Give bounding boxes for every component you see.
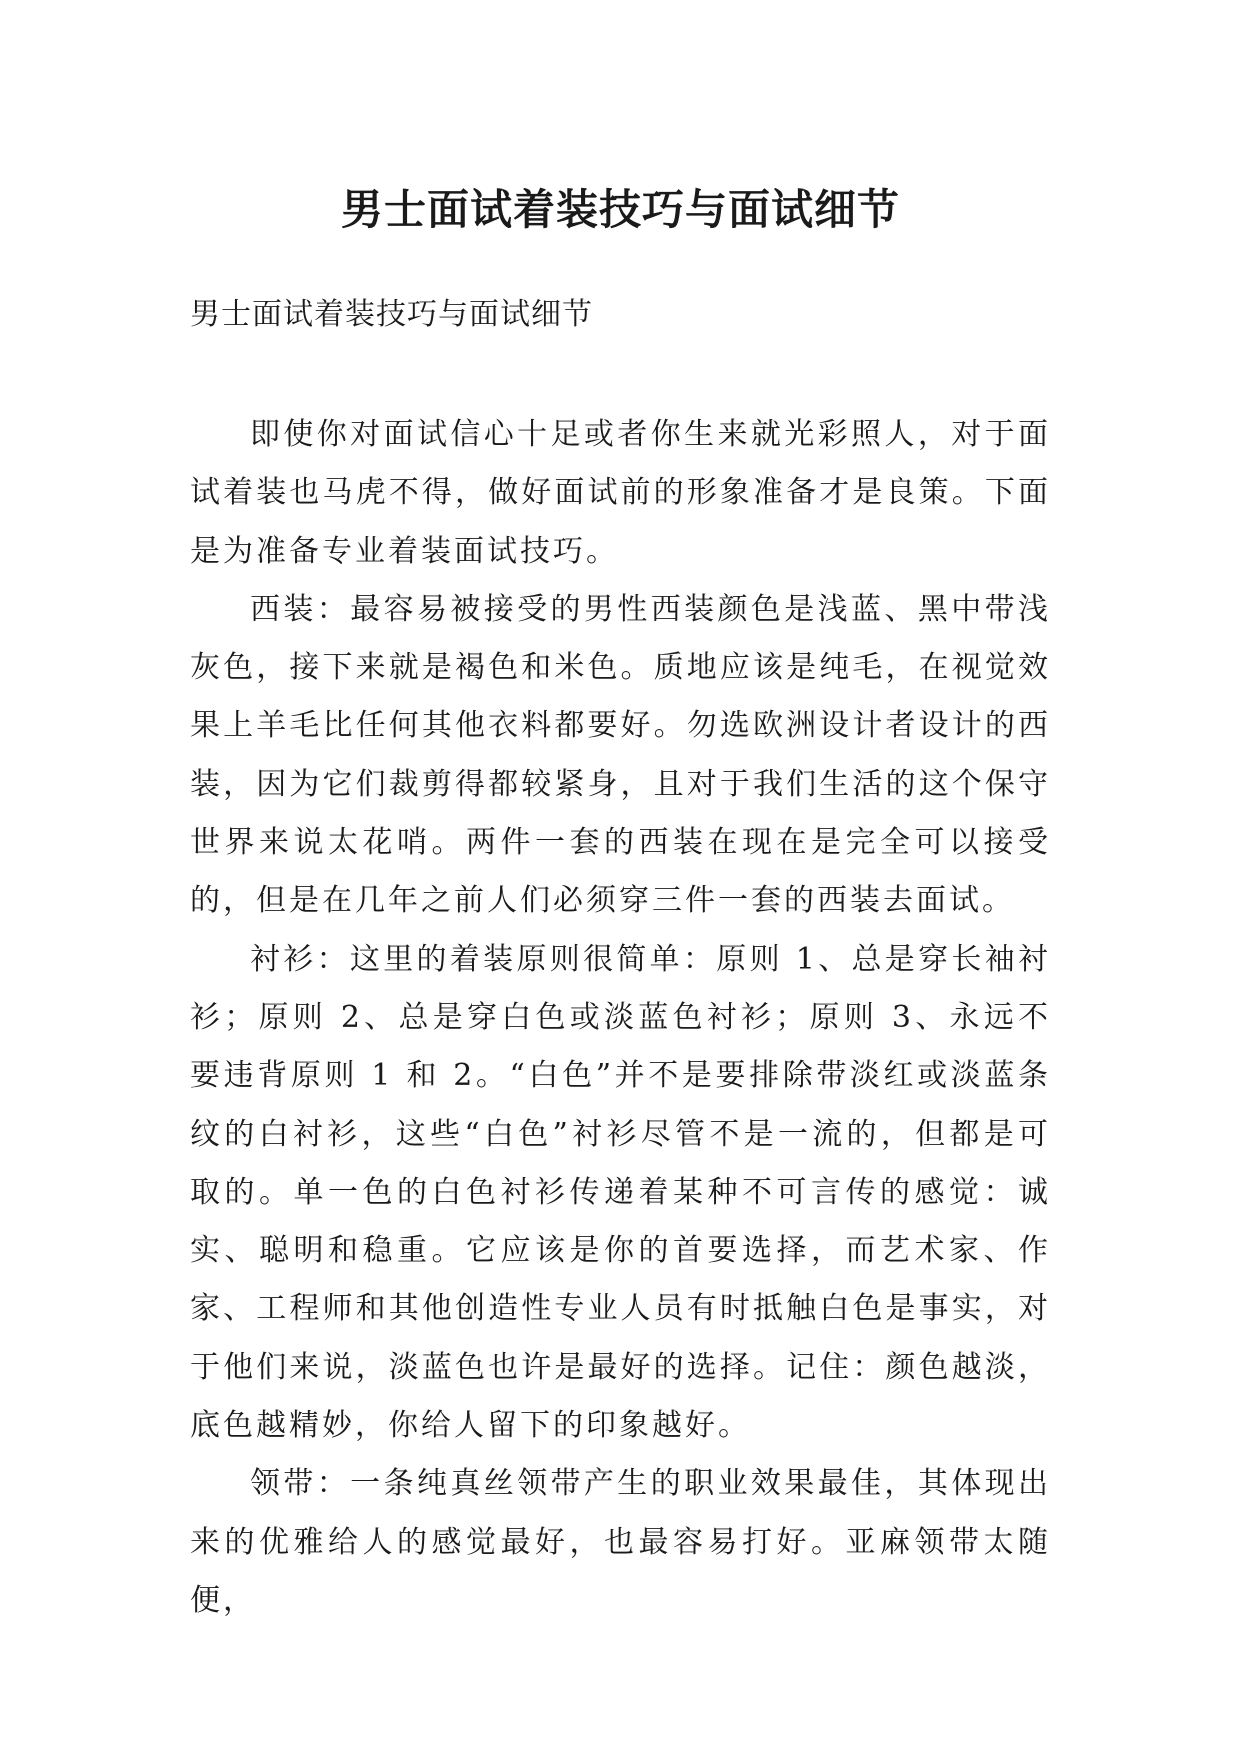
document-body bbox=[190, 406, 1051, 1630]
paragraph-tie: 领带：一条纯真丝领带产生的职业效果最佳，其体现出来的优雅给人的感觉最好，也最容易打好。亚麻领带太随便， bbox=[190, 1466, 1051, 1618]
paragraph-shirt: 衬衫：这里的着装原则很简单：原则 1、总是穿长袖衬衫；原则 2、总是穿白色或淡蓝色衬衫；原则 3、永远不要违背原则 1 和 2。“白色”并不是要排除带淡红或淡蓝条纹的白衬衫，这些“白色”衬衫尽管不是一流的，但都是可取的。单一色的白色衬衫传递着某种不可言传的感觉：诚实、聪明和稳重。它应该是你的首要选择，而艺术家、作家、工程师和其他创造性专业人员有时抵触白色是事实，对于他们来说，淡蓝色也许是最好的选择。记住：颜色越淡，底色越精妙，你给人留下的印象越好。 bbox=[190, 941, 1051, 1444]
paragraph-intro: 即使你对面试信心十足或者你生来就光彩照人，对于面试着装也马虎不得，做好面试前的形象准备才是良策。下面是为准备专业着装面试技巧。 bbox=[190, 417, 1051, 569]
document-subtitle: 男士面试着装技巧与面试细节 bbox=[190, 297, 593, 332]
document-title: 男士面试着装技巧与面试细节 bbox=[340, 185, 900, 235]
paragraph-suit: 西装：最容易被接受的男性西装颜色是浅蓝、黑中带浅灰色，接下来就是褐色和米色。质地应该是纯毛，在视觉效果上羊毛比任何其他衣料都要好。勿选欧洲设计者设计的西装，因为它们裁剪得都较紧身，且对于我们生活的这个保守世界来说太花哨。两件一套的西装在现在是完全可以接受的，但是在几年之前人们必须穿三件一套的西装去面试。 bbox=[190, 591, 1051, 919]
